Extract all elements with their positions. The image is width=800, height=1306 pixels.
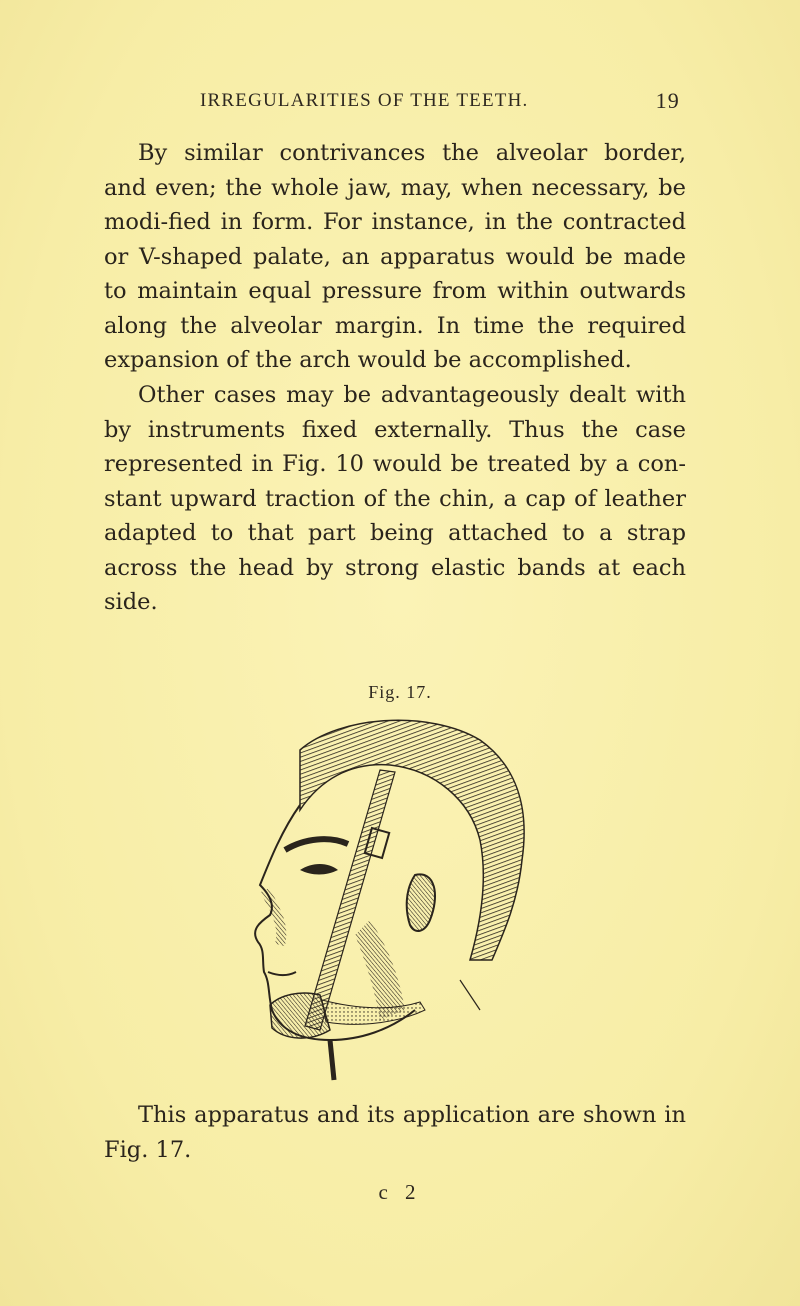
figure-caption: Fig. 17. <box>368 682 432 702</box>
paragraph-1: By similar contrivances the alveolar border, and even; the whole jaw, may, when necessary, be modi-fied in form. For instance, in the contracted or V-shaped palate, an apparatus would be made to maintain equal pressure from within outwards along the alveolar margin. In time the required expansion of the arch would be accomplished. <box>104 140 686 373</box>
paragraph-2: Other cases may be advantageously dealt with by instruments fixed externally. Thus the case represented in Fig. 10 would be treated by a con-stant upward traction of the chin, a cap of leather adapted to that part being attached to a strap across the head by strong elastic bands at each side. <box>104 382 686 615</box>
page-number: 19 <box>655 88 680 113</box>
signature-mark: c 2 <box>378 1180 422 1204</box>
chin-cap-illustration <box>230 710 540 1090</box>
running-head <box>200 90 680 120</box>
paragraph-3: This apparatus and its application are shown in Fig. 17. <box>104 1102 686 1163</box>
running-title: IRREGULARITIES OF THE TEETH. <box>200 90 529 111</box>
